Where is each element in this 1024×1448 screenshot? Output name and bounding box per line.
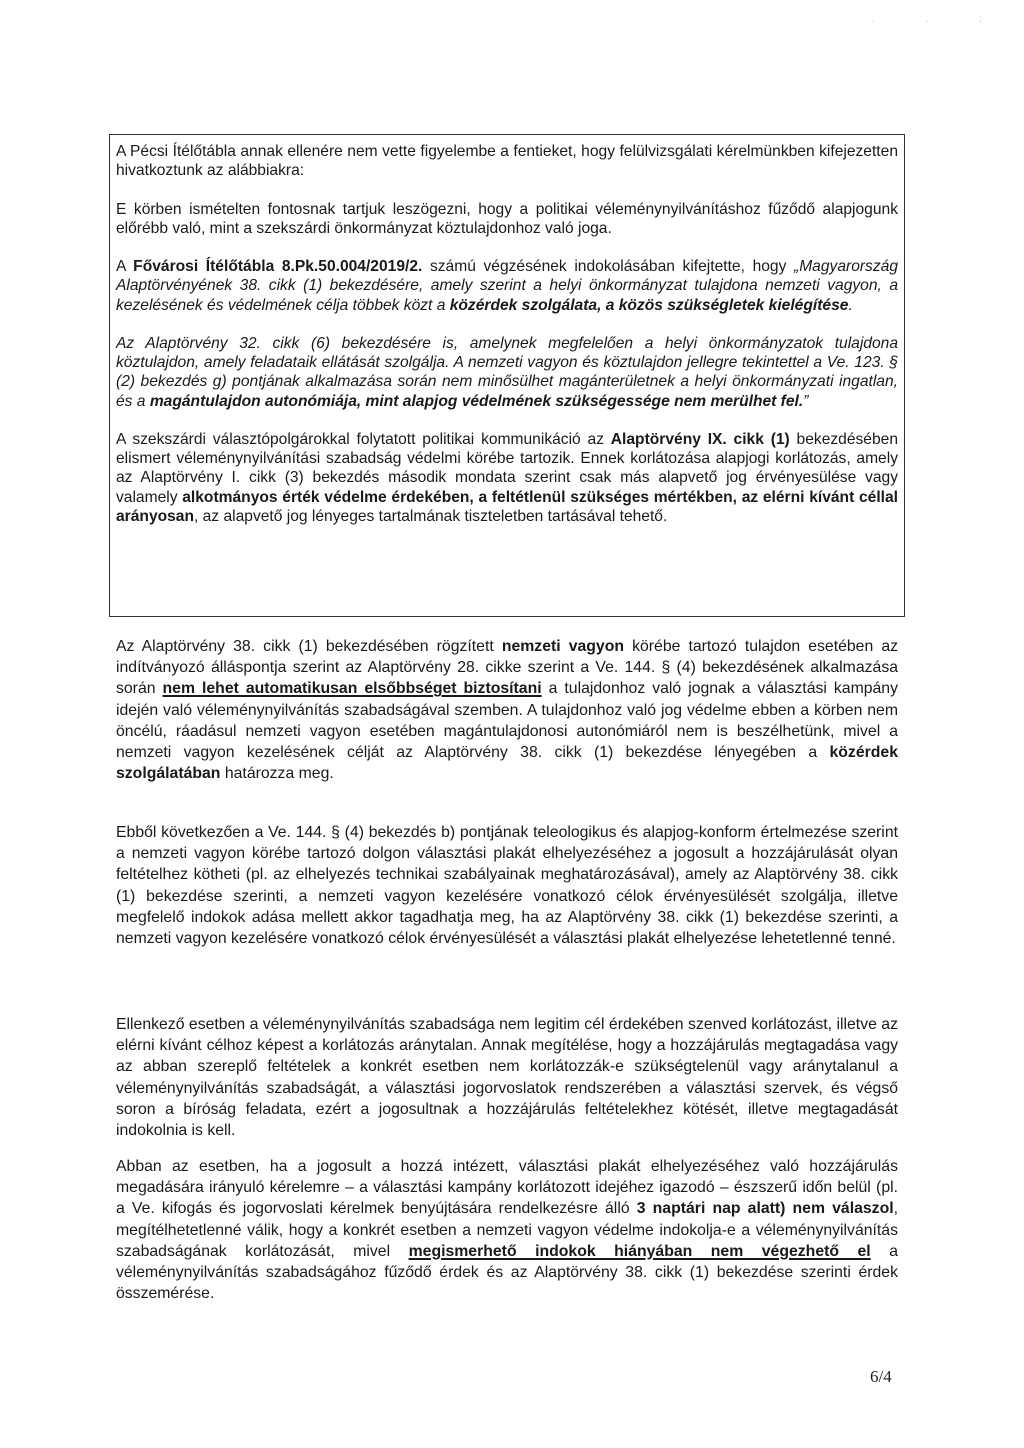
- main-paragraph-4: Abban az esetben, ha a jogosult a hozzá intézett, választási plakát elhelyezéséhez való hozzájárulás megadására irányuló kérelemre – a választási kampány korlátozott idejéhez igazodó – észszerű időn belül (pl. a Ve. kifogás és jogorvoslati kérelmek benyújtására rendelkezésre álló 3 naptári nap alatt) nem válaszol, megítélhetetlenné válik, hogy a konkrét esetben a nemzeti vagyon védelme indokolja-e a véleménynyilvánítás szabadságának korlátozását, mivel megismerhető indokok hiányában nem végezhető el a véleménynyilvánítás szabadságához fűződő érdek és az Alaptörvény 38. cikk (1) bekezdése szerinti érdek összemérése.: [116, 1158, 898, 1303]
- box-paragraph-3: A Fővárosi Ítélőtábla 8.Pk.50.004/2019/2. számú végzésének indokolásában kifejtette, hogy „Magyarország Alaptörvényének 38. cikk (1) bekezdésére, amely szerint a helyi önkormányzat tulajdona nemzeti vagyon, a kezelésének és védelmének célja többek közt a közérdek szolgálata, a közös szükségletek kielégítése.: [116, 258, 898, 314]
- main-paragraph-3: Ellenkező esetben a véleménynyilvánítás szabadsága nem legitim cél érdekében szenved korlátozást, illetve az elérni kívánt célhoz képest a korlátozás aránytalan. Annak megítélése, hogy a hozzájárulás megtagadása vagy az abban szereplő feltételek a konkrét esetben nem korlátozzák-e szükségtelenül vagy aránytalanul a véleménynyilvánítás szabadságát, a választási jogorvoslatok rendszerében a választási szervek, és végső soron a bíróság feladata, ezért a jogosultnak a hozzájárulás feltételekhez kötését, illetve megtagadását indokolnia is kell.: [116, 1016, 898, 1140]
- box-paragraph-5: A szekszárdi választópolgárokkal folytatott politikai kommunikáció az Alaptörvény IX. cikk (1) bekezdésében elismert véleménynyilvánítási szabadság védelmi körébe tartozik. Ennek korlátozása alapjogi korlátozás, amely az Alaptörvény I. cikk (3) bekezdés második mondata szerint csak más alapvető jog érvényesülése vagy valamely alkotmányos érték védelme érdekében, a feltétlenül szükséges mértékben, az elérni kívánt céllal arányosan, az alapvető jog lényeges tartalmának tiszteletben tartásával tehető.: [116, 430, 899, 525]
- box-paragraph-1: A Pécsi Ítélőtábla annak ellenére nem vette figyelembe a fentieket, hogy felülvizsgálati kérelmünkben kifejezetten hivatkoztunk az alábbiakra:: [116, 143, 898, 180]
- quoted-box: [109, 134, 905, 617]
- box-paragraph-2: E körben ismételten fontosnak tartjuk leszögezni, hogy a politikai véleménynyilvánításhoz fűződő alapjogunk előrébb való, mint a szekszárdi önkormányzat köztulajdonhoz való joga.: [116, 200, 898, 237]
- main-paragraph-1: Az Alaptörvény 38. cikk (1) bekezdésében rögzített nemzeti vagyon körébe tartozó tulajdon esetében az indítványozó álláspontja szerint az Alaptörvény 28. cikke szerint a Ve. 144. § (4) bekezdésének alkalmazása során nem lehet automatikusan elsőbbséget biztosítani a tulajdonhoz való jognak a választási kampány idején való véleménynyilvánítás szabadságával szemben. A tulajdonhoz való jog védelme ebben a körben nem öncélú, ráadásul nemzeti vagyon esetében magántulajdonosi autonómiáról nem is beszélhetünk, mivel a nemzeti vagyon kezelésének célját az Alaptörvény 38. cikk (1) bekezdése lényegében a közérdek szolgálatában határozza meg.: [116, 638, 898, 783]
- page-number: 6/4: [870, 1367, 892, 1386]
- main-paragraph-2: Ebből következően a Ve. 144. § (4) bekezdés b) pontjának teleologikus és alapjog-konform értelmezése szerint a nemzeti vagyon körébe tartozó dolgon választási plakát elhelyezéséhez a jogosult a hozzájárulását olyan feltételhez kötheti (pl. az elhelyezés technikai szabályainak meghatározásával), amely az Alaptörvény 38. cikk (1) bekezdése szerinti, a nemzeti vagyon kezelésére vonatkozó célok érvényesülését szolgálja, illetve megfelelő indokok adása mellett akkor tagadhatja meg, ha az Alaptörvény 38. cikk (1) bekezdése szerinti, a nemzeti vagyon kezelésére vonatkozó célok érvényesülését a választási plakát elhelyezése lehetetlenné tenné.: [116, 824, 898, 948]
- box-paragraph-4: Az Alaptörvény 32. cikk (6) bekezdésére is, amelynek megfelelően a helyi önkormányzatok tulajdona köztulajdon, amely feladataik ellátását szolgálja. A nemzeti vagyon és köztulajdon jellegre tekintettel a Ve. 123. § (2) bekezdés g) pontjának alkalmazása során nem minősülhet magánterületnek a helyi önkormányzati ingatlan, és a magántulajdon autonómiája, mint alapjog védelmének szükségessége nem merülhet fel.”: [116, 334, 898, 410]
- scan-specks: . . :: [872, 14, 1006, 25]
